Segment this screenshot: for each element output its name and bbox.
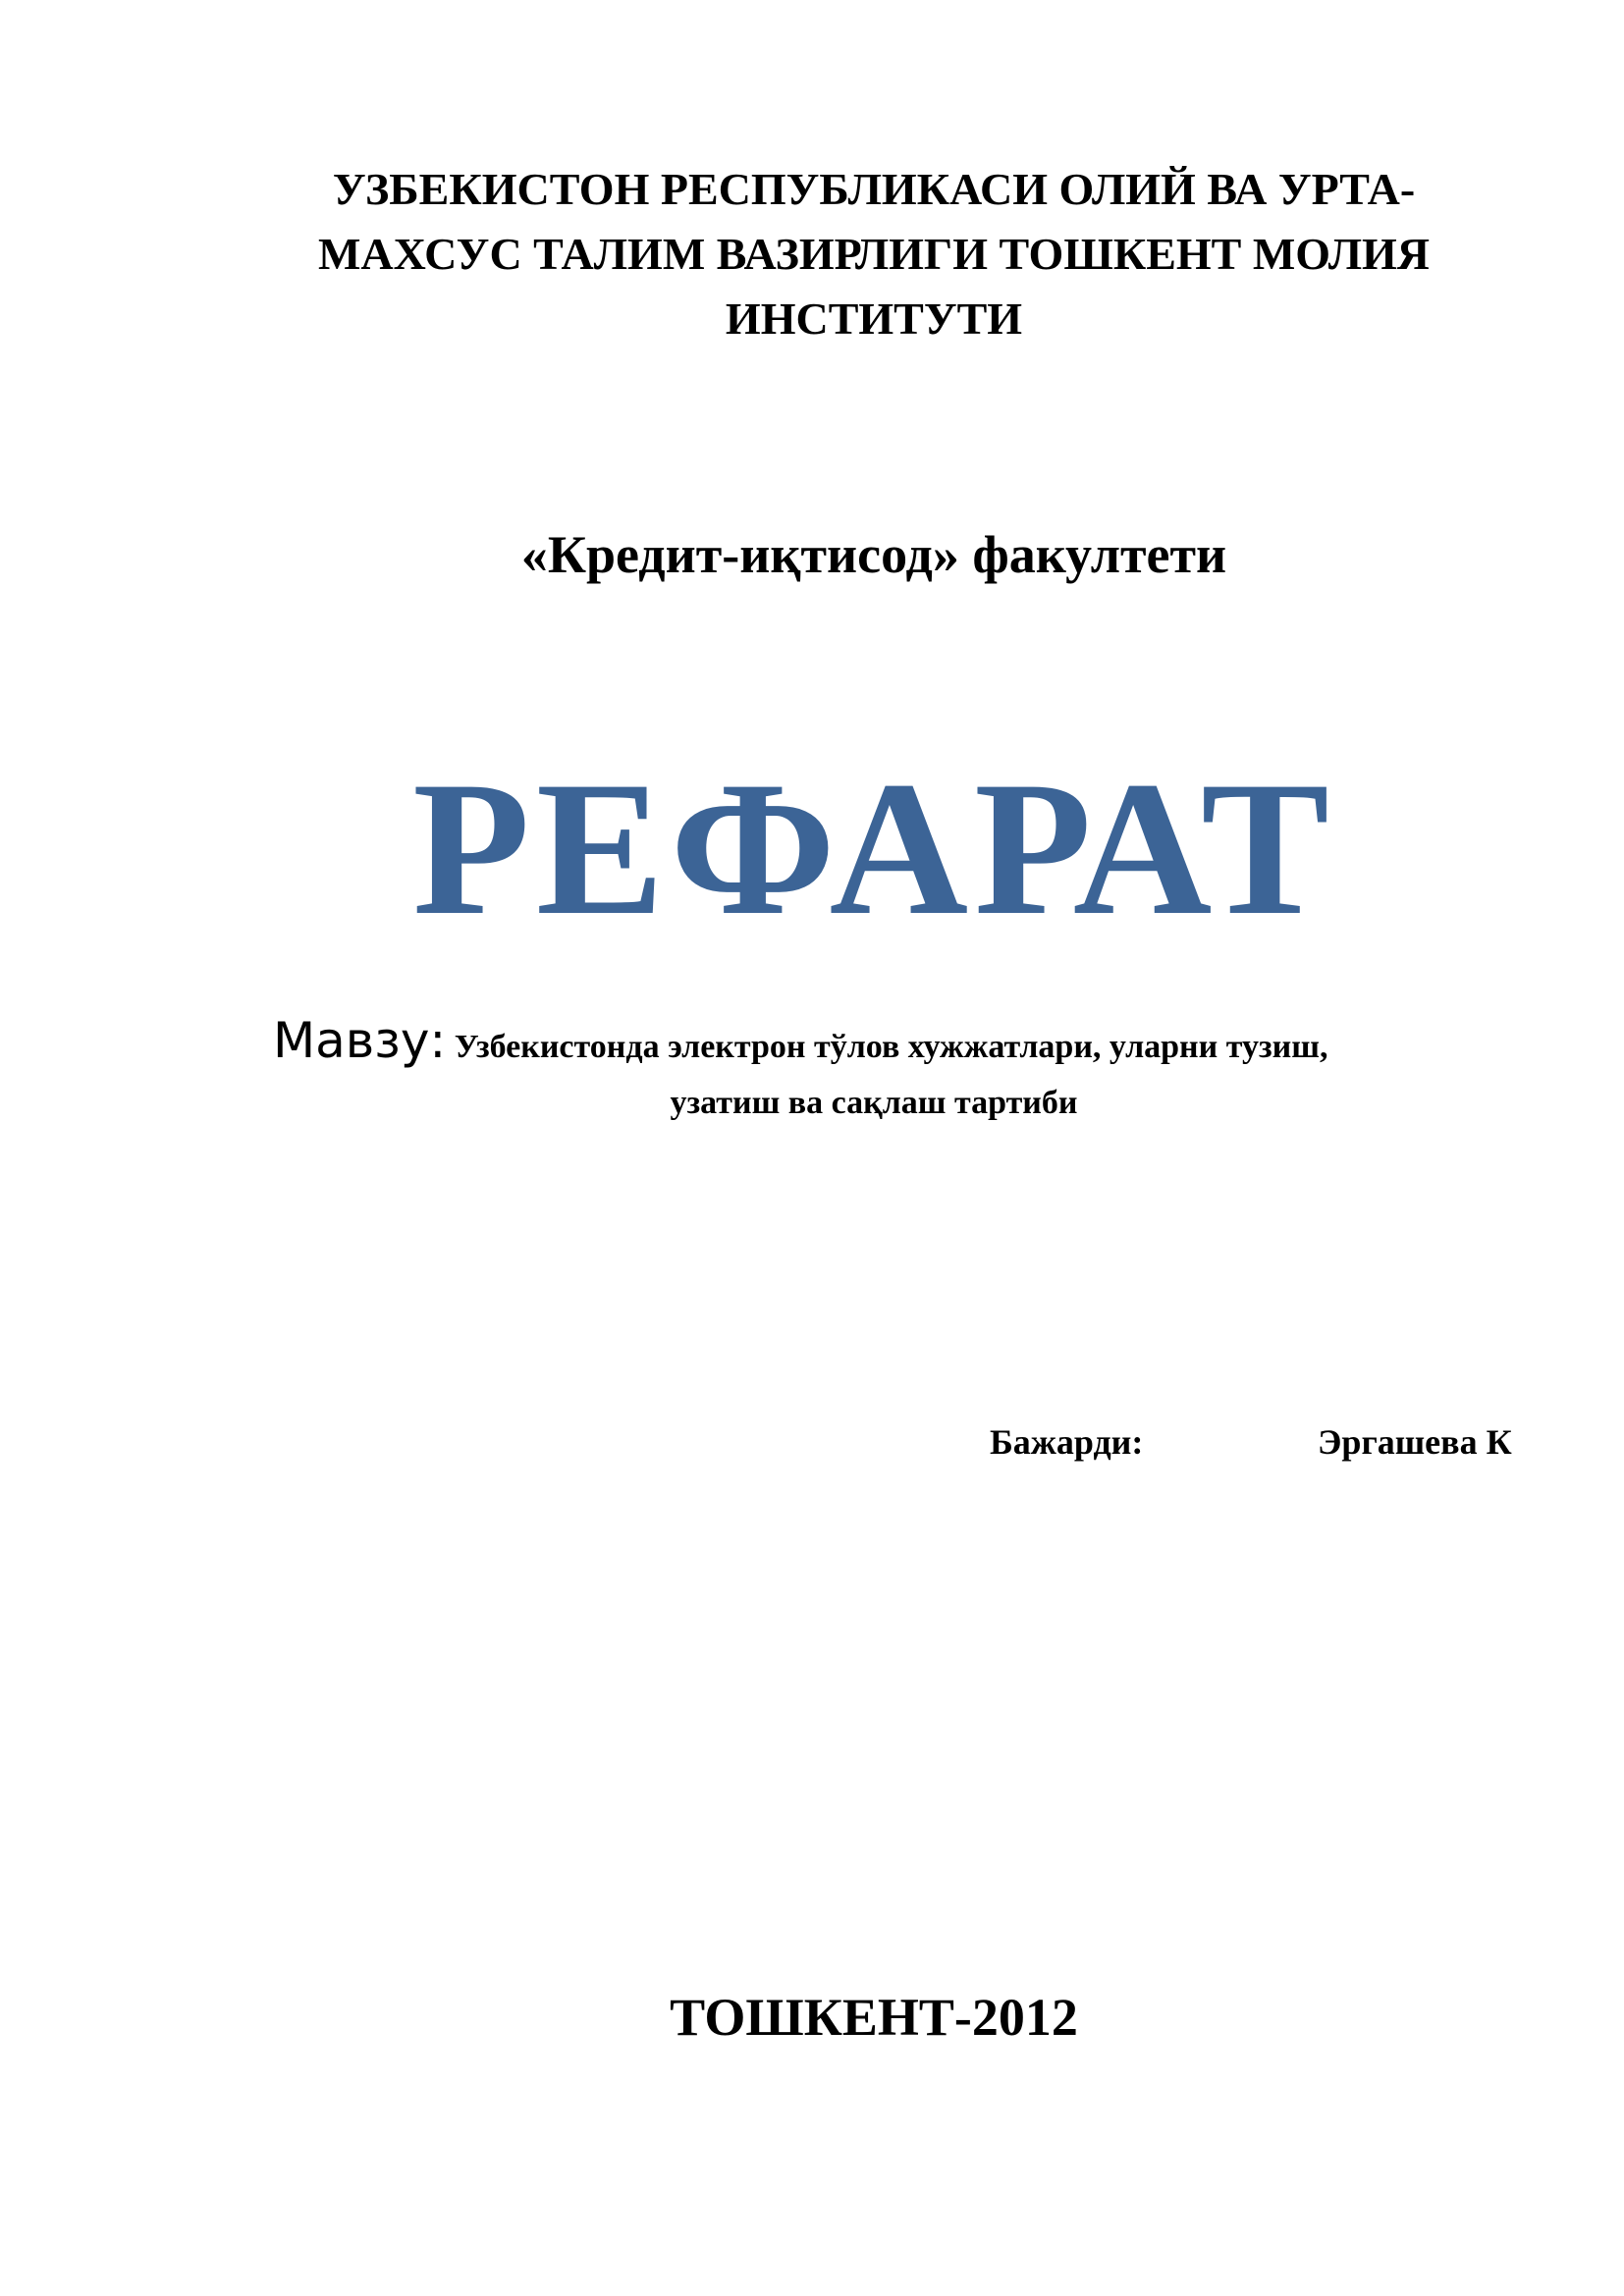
performer-label: Бажарди:: [990, 1422, 1144, 1462]
faculty-name: «Кредит-иқтисод» факултети: [520, 525, 1227, 584]
ministry-header: [196, 157, 1551, 351]
document-title: РЕФАРАТ: [412, 742, 1335, 955]
topic-label: Мавзу:: [273, 1012, 447, 1069]
ministry-header-line-3: ИНСТИТУТИ: [725, 294, 1023, 344]
topic-text-line-2: узатиш ва сақлаш тартиби: [670, 1085, 1078, 1121]
topic-text-line-1: Узбекистонда электрон тўлов хужжатлари, уларни тузиш,: [446, 1029, 1328, 1065]
ministry-header-line-1: УЗБЕКИСТОН РЕСПУБЛИКАСИ ОЛИЙ ВА УРТА-: [332, 164, 1416, 214]
performer-name: Эргашева К: [1318, 1422, 1512, 1462]
ministry-header-line-2: МАХСУС ТАЛИМ ВАЗИРЛИГИ ТОШКЕНТ МОЛИЯ: [317, 229, 1431, 279]
city-year: ТОШКЕНТ-2012: [670, 1988, 1078, 2047]
topic-block: [273, 1011, 1530, 1121]
